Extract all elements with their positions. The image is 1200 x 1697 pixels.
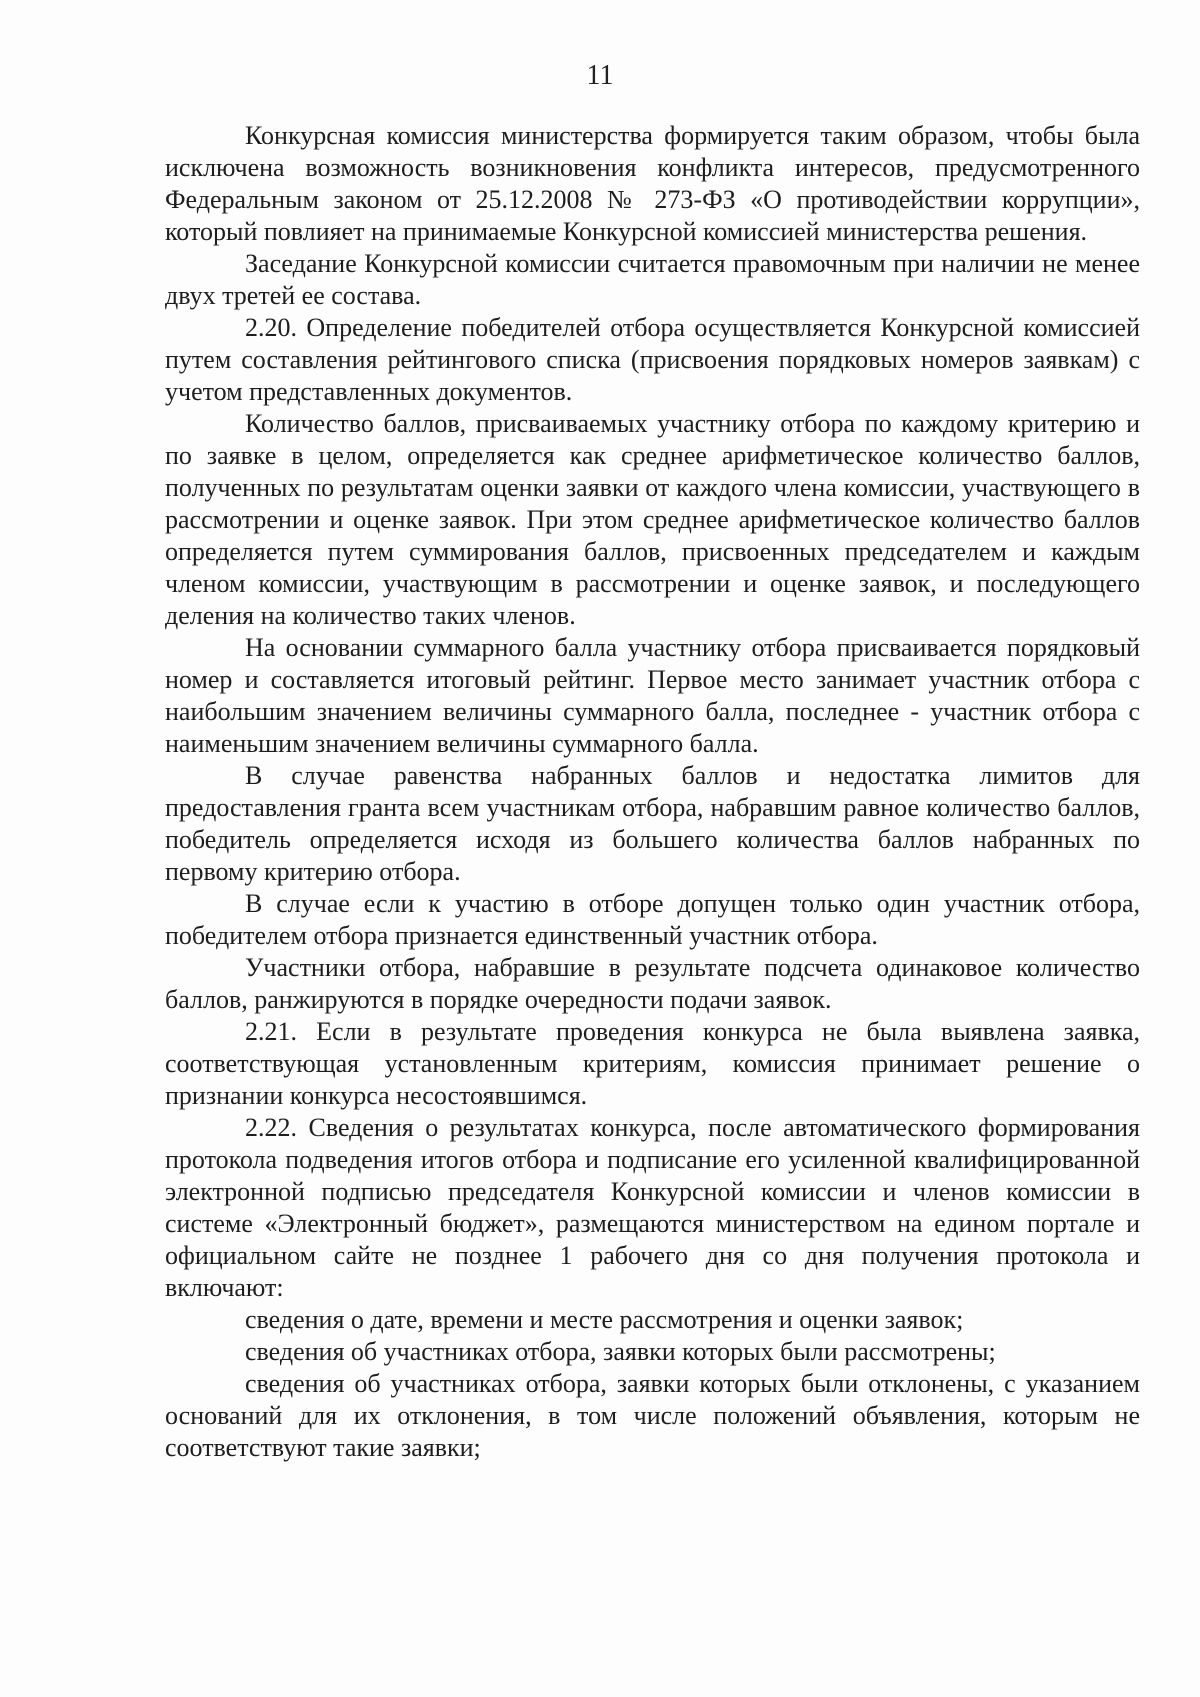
list-item: сведения об участниках отбора, заявки которых были рассмотрены; xyxy=(245,1337,996,1366)
paragraph: 2.22. Сведения о результатах конкурса, после автоматического формирования протокола подведения итогов отбора и подписание его усиленной квалифицированной электронной подписью председателя Конкурсной комиссии и членов комиссии в системе «Электронный бюджет», размещаются министерством на едином портале и официальном сайте не позднее 1 рабочего дня со дня получения протокола и включают: xyxy=(165,1113,1140,1302)
paragraph: Участники отбора, набравшие в результате подсчета одинаковое количество баллов, ранжируются в порядке очередности подачи заявок. xyxy=(165,953,1140,1014)
page-number: 11 xyxy=(586,60,614,91)
paragraph: В случае равенства набранных баллов и недостатка лимитов для предоставления гранта всем участникам отбора, набравшим равное количество баллов, победитель определяется исходя из большего количества баллов набранных по первому критерию отбора. xyxy=(165,761,1140,886)
paragraph: 2.20. Определение победителей отбора осуществляется Конкурсной комиссией путем составления рейтингового списка (присвоения порядковых номеров заявкам) с учетом представленных документов. xyxy=(165,313,1140,406)
list-item: сведения о дате, времени и месте рассмотрения и оценки заявок; xyxy=(245,1305,964,1334)
paragraph: 2.21. Если в результате проведения конкурса не была выявлена заявка, соответствующая установленным критериям, комиссия принимает решение о признании конкурса несостоявшимся. xyxy=(165,1017,1140,1110)
document-body xyxy=(165,120,1140,1464)
list-item: сведения об участниках отбора, заявки которых были отклонены, с указанием оснований для их отклонения, в том числе положений объявления, которым не соответствуют такие заявки; xyxy=(165,1369,1140,1462)
paragraph: Заседание Конкурсной комиссии считается правомочным при наличии не менее двух третей ее состава. xyxy=(165,249,1140,310)
paragraph: В случае если к участию в отборе допущен только один участник отбора, победителем отбора признается единственный участник отбора. xyxy=(165,889,1140,950)
paragraph: Конкурсная комиссия министерства формируется таким образом, чтобы была исключена возможность возникновения конфликта интересов, предусмотренного Федеральным законом от 25.12.2008 № 273-ФЗ «О противодействии коррупции», который повлияет на принимаемые Конкурсной комиссией министерства решения. xyxy=(165,121,1140,246)
paragraph: Количество баллов, присваиваемых участнику отбора по каждому критерию и по заявке в целом, определяется как среднее арифметическое количество баллов, полученных по результатам оценки заявки от каждого члена комиссии, участвующего в рассмотрении и оценке заявок. При этом среднее арифметическое количество баллов определяется путем суммирования баллов, присвоенных председателем и каждым членом комиссии, участвующим в рассмотрении и оценке заявок, и последующего деления на количество таких членов. xyxy=(165,409,1140,630)
paragraph: На основании суммарного балла участнику отбора присваивается порядковый номер и составляется итоговый рейтинг. Первое место занимает участник отбора с наибольшим значением величины суммарного балла, последнее - участник отбора с наименьшим значением величины суммарного балла. xyxy=(165,633,1140,758)
